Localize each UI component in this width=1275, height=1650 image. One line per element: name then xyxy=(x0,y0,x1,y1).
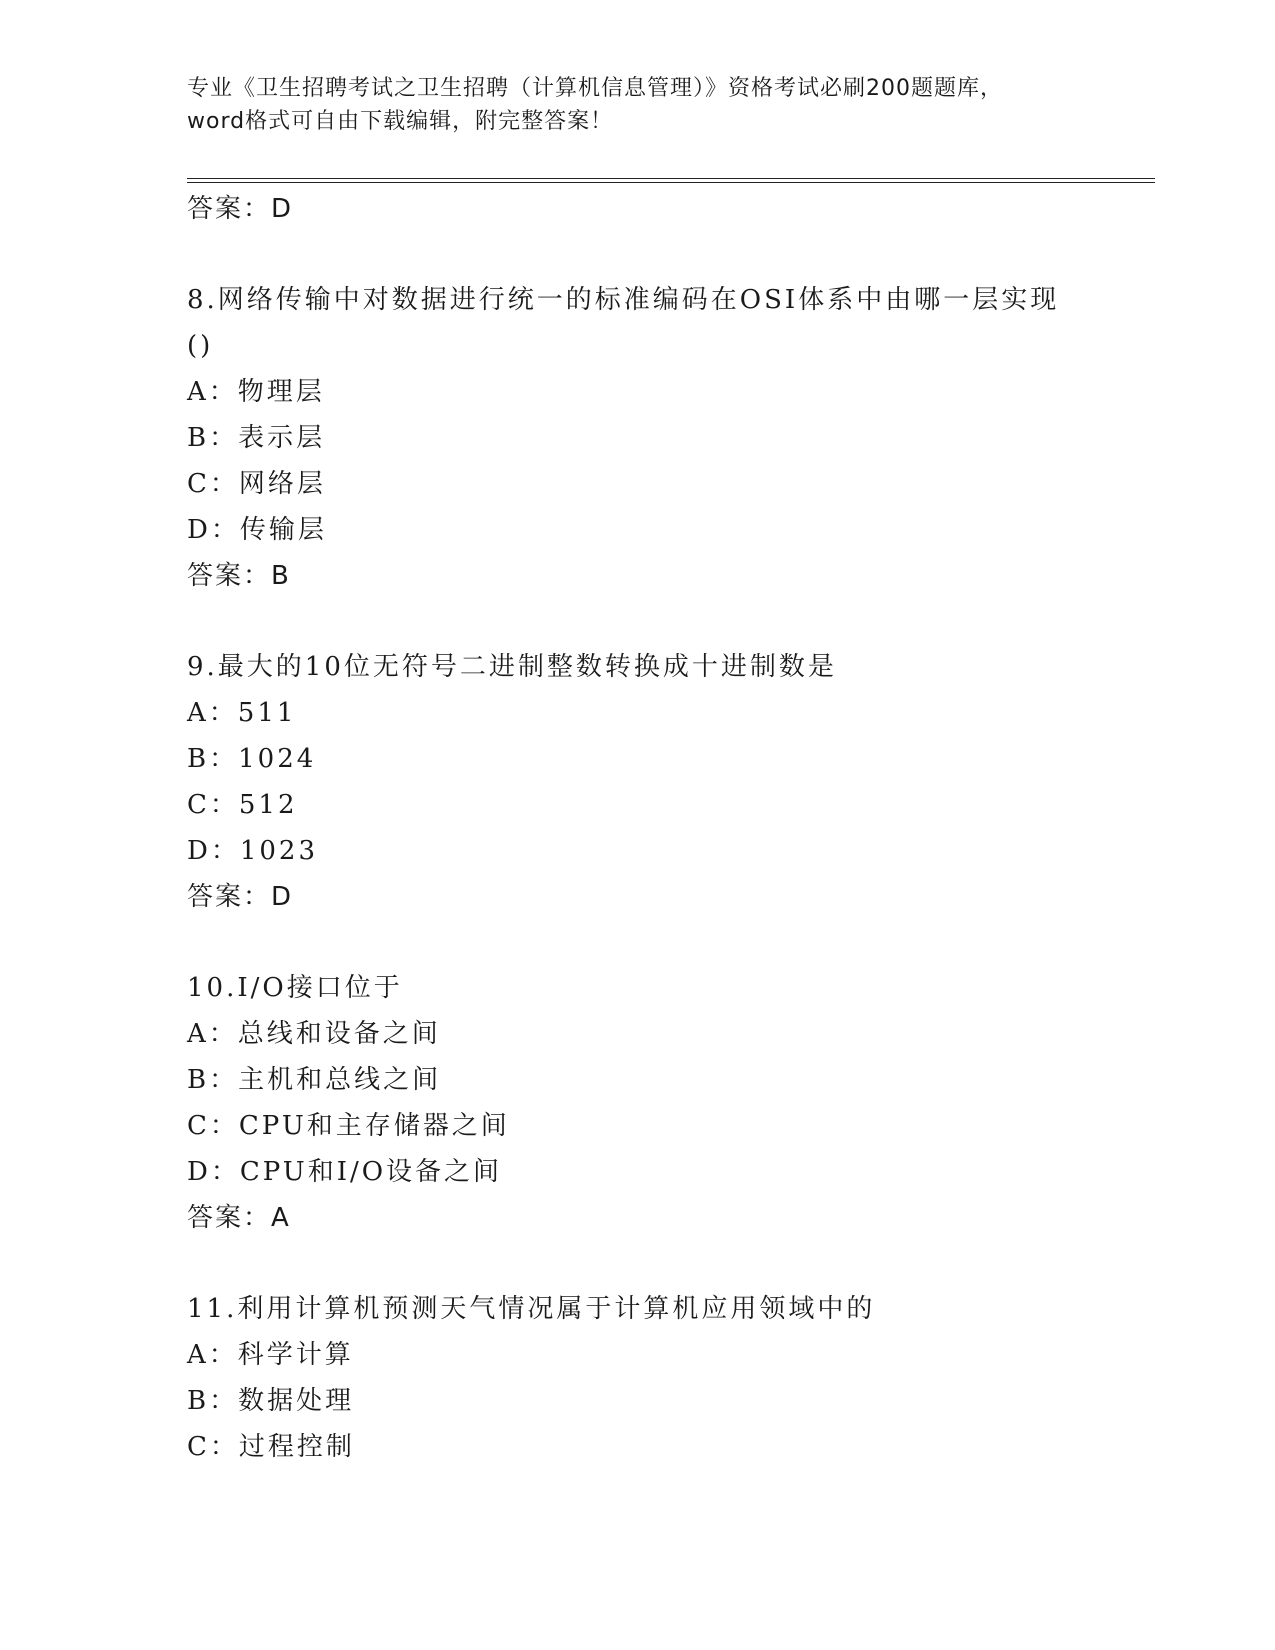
question-11-option-c: C：过程控制 xyxy=(187,1432,355,1462)
question-9-option-b: B：1024 xyxy=(187,744,317,774)
question-9-option-d: D：1023 xyxy=(187,836,319,866)
answer-10: 答案：A xyxy=(187,1203,291,1233)
question-10-option-c: C：CPU和主存储器之间 xyxy=(187,1111,510,1141)
question-11-option-b: B：数据处理 xyxy=(187,1386,355,1416)
header-line-2: word格式可自由下载编辑，附完整答案！ xyxy=(187,109,614,134)
question-list xyxy=(187,186,1147,1470)
question-10-text: 10.I/O接口位于 xyxy=(187,973,403,1003)
answer-8: 答案：B xyxy=(187,561,291,591)
question-8-option-b: B：表示层 xyxy=(187,423,326,453)
answer-7: 答案：D xyxy=(187,194,294,224)
question-10-option-d: D：CPU和I/O设备之间 xyxy=(187,1157,503,1187)
question-8-text-1: 8.网络传输中对数据进行统一的标准编码在OSI体系中由哪一层实现 xyxy=(187,285,1060,315)
question-8-option-d: D：传输层 xyxy=(187,515,327,545)
question-9-text: 9.最大的10位无符号二进制整数转换成十进制数是 xyxy=(187,652,837,682)
question-8-option-c: C：网络层 xyxy=(187,469,326,499)
question-8 xyxy=(187,277,1147,599)
header-line-1: 专业《卫生招聘考试之卫生招聘（计算机信息管理）》资格考试必刷200题题库， xyxy=(187,76,1003,101)
header-divider xyxy=(187,178,1155,183)
answer-9: 答案：D xyxy=(187,882,294,912)
question-8-text-2: () xyxy=(187,331,214,361)
question-8-option-a: A：物理层 xyxy=(187,377,325,407)
question-9-option-c: C：512 xyxy=(187,790,298,820)
question-9 xyxy=(187,644,1147,920)
question-10 xyxy=(187,965,1147,1241)
question-11-text: 11.利用计算机预测天气情况属于计算机应用领域中的 xyxy=(187,1294,876,1324)
question-11 xyxy=(187,1286,1147,1470)
question-10-option-a: A：总线和设备之间 xyxy=(187,1019,441,1049)
document-header xyxy=(187,72,1087,138)
question-11-option-a: A：科学计算 xyxy=(187,1340,354,1370)
question-10-option-b: B：主机和总线之间 xyxy=(187,1065,442,1095)
question-9-option-a: A：511 xyxy=(187,698,297,728)
